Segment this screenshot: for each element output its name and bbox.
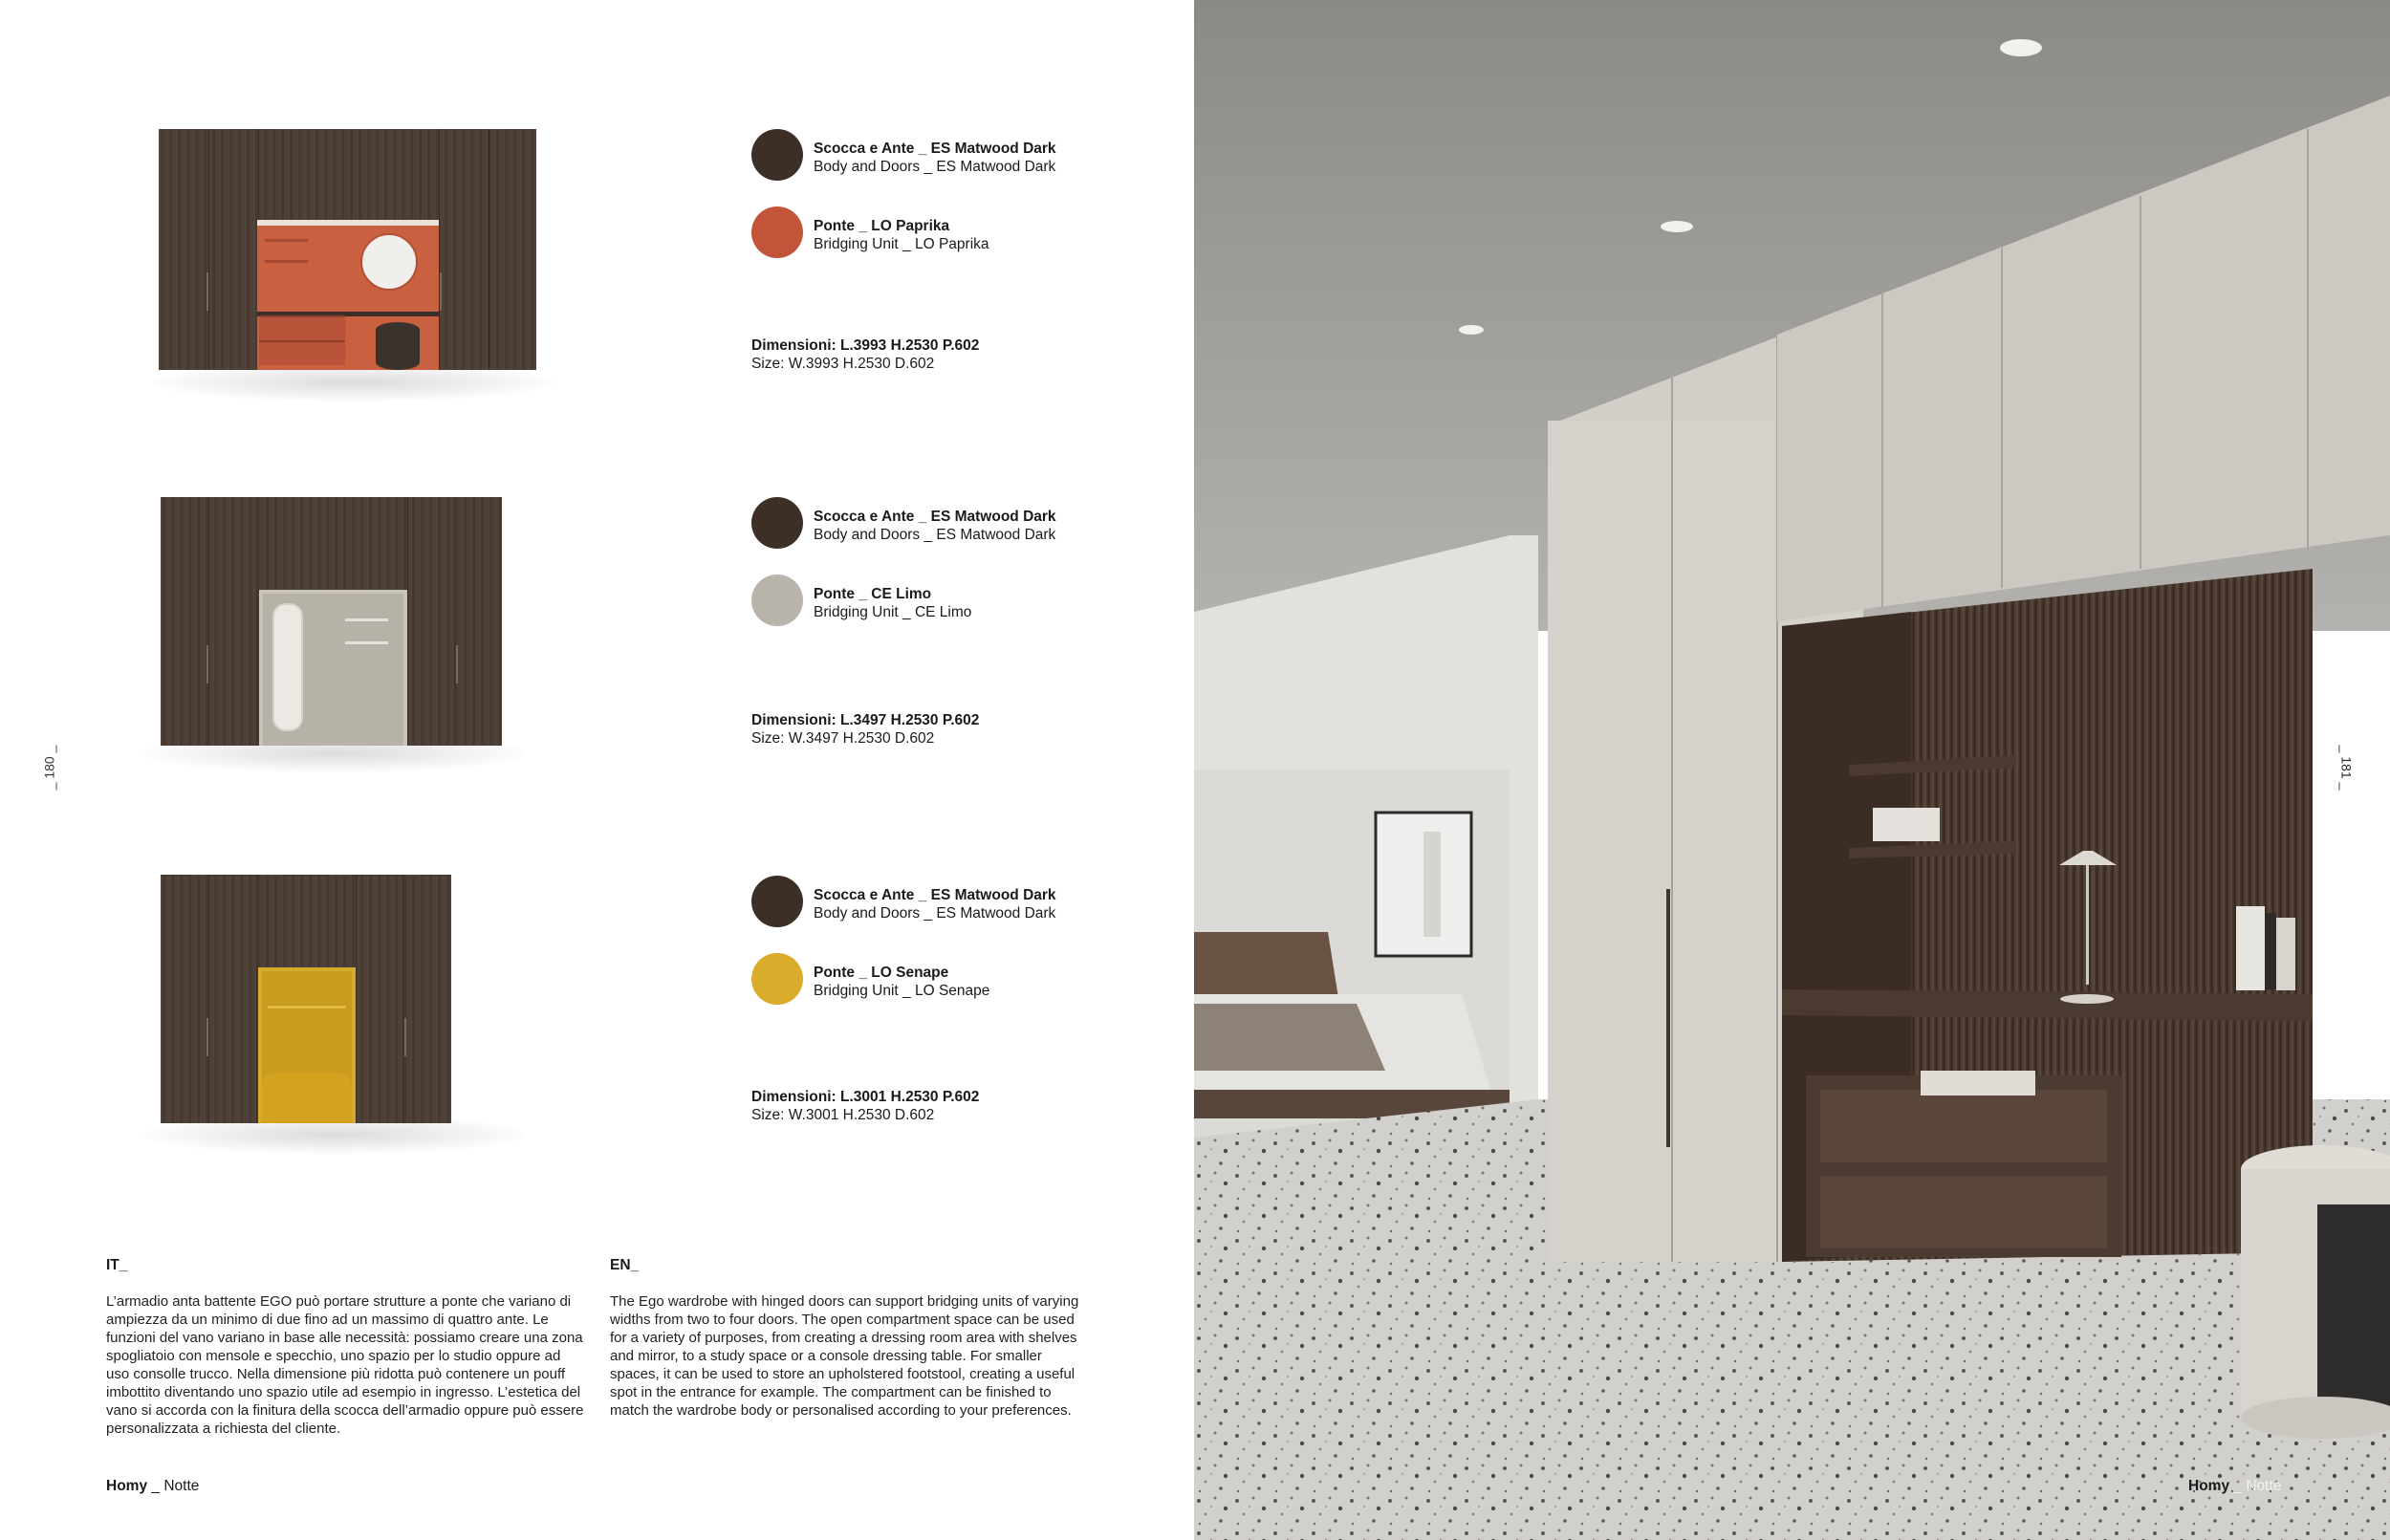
body-text-en: The Ego wardrobe with hinged doors can support bridging units of varying widths from two to four doors. The open compartment space can be used for a variety of purposes, from creating a dressing room area with shelves and mirror, to a study space or a console dressing table. For smaller spaces, it can be used to store an upholstered footstool, creating a useful spot in the entrance for example. The compartment can be finished to match the wardrobe body or personalised according to your preferences. bbox=[610, 1293, 1079, 1419]
page-number-left: _ 180 _ bbox=[41, 745, 57, 791]
swatch-label-body-1: Scocca e Ante _ ES Matwood Dark Body and Doors _ ES Matwood Dark bbox=[814, 141, 1056, 175]
senape-niche bbox=[258, 967, 356, 1123]
swatch-label-body-2: Scocca e Ante _ ES Matwood Dark Body and Doors _ ES Matwood Dark bbox=[814, 509, 1056, 543]
swatch-matwood-dark-1 bbox=[751, 129, 803, 181]
swatch-matwood-dark-2 bbox=[751, 497, 803, 549]
swatch-limo bbox=[751, 575, 803, 626]
product-1-illustration bbox=[153, 119, 554, 425]
bedroom-photo bbox=[1194, 0, 2390, 1540]
swatch-paprika bbox=[751, 206, 803, 258]
swatch-senape bbox=[751, 953, 803, 1005]
bedroom-scene-drawing bbox=[1194, 0, 2390, 1540]
limo-niche bbox=[259, 590, 407, 746]
lang-tag-it: IT_ bbox=[106, 1257, 128, 1273]
swatch-label-bridge-1: Ponte _ LO Paprika Bridging Unit _ LO Paprika bbox=[814, 218, 989, 252]
footer-right: Homy _ Notte bbox=[2188, 1478, 2282, 1494]
swatch-label-bridge-2: Ponte _ CE Limo Bridging Unit _ CE Limo bbox=[814, 586, 972, 620]
dimensions-1: Dimensioni: L.3993 H.2530 P.602 Size: W.3993 H.2530 D.602 bbox=[751, 337, 980, 372]
swatch-matwood-dark-3 bbox=[751, 876, 803, 927]
dimensions-2: Dimensioni: L.3497 H.2530 P.602 Size: W.3497 H.2530 D.602 bbox=[751, 712, 980, 747]
swatch-label-body-3: Scocca e Ante _ ES Matwood Dark Body and Doors _ ES Matwood Dark bbox=[814, 887, 1056, 922]
left-page bbox=[0, 0, 1194, 1540]
dimensions-3: Dimensioni: L.3001 H.2530 P.602 Size: W.3001 H.2530 D.602 bbox=[751, 1089, 980, 1123]
swatch-label-bridge-3: Ponte _ LO Senape Bridging Unit _ LO Senape bbox=[814, 965, 990, 999]
product-2-illustration bbox=[153, 488, 554, 793]
product-3-illustration bbox=[153, 865, 554, 1171]
lang-tag-en: EN_ bbox=[610, 1257, 640, 1273]
body-text-it: L’armadio anta battente EGO può portare strutture a ponte che variano di ampiezza da un minimo di due fino ad un massimo di quattro ante. Le funzioni del vano variano in base alle necessità: possiamo creare una zona spogliatoio con mensole e specchio, uno spazio per lo studio oppure ad uso consolle trucco. Nella dimensione più ridotta può contenere un pouff imbottito diventando uno spazio utile ad esempio in ingresso. L’estetica del vano si accorda con la finitura della scocca dell’armadio oppure può essere personalizzata a richiesta del cliente. bbox=[106, 1293, 584, 1437]
page-number-right: _ 181 _ bbox=[2338, 745, 2355, 791]
footer-left: Homy _ Notte bbox=[106, 1478, 200, 1494]
